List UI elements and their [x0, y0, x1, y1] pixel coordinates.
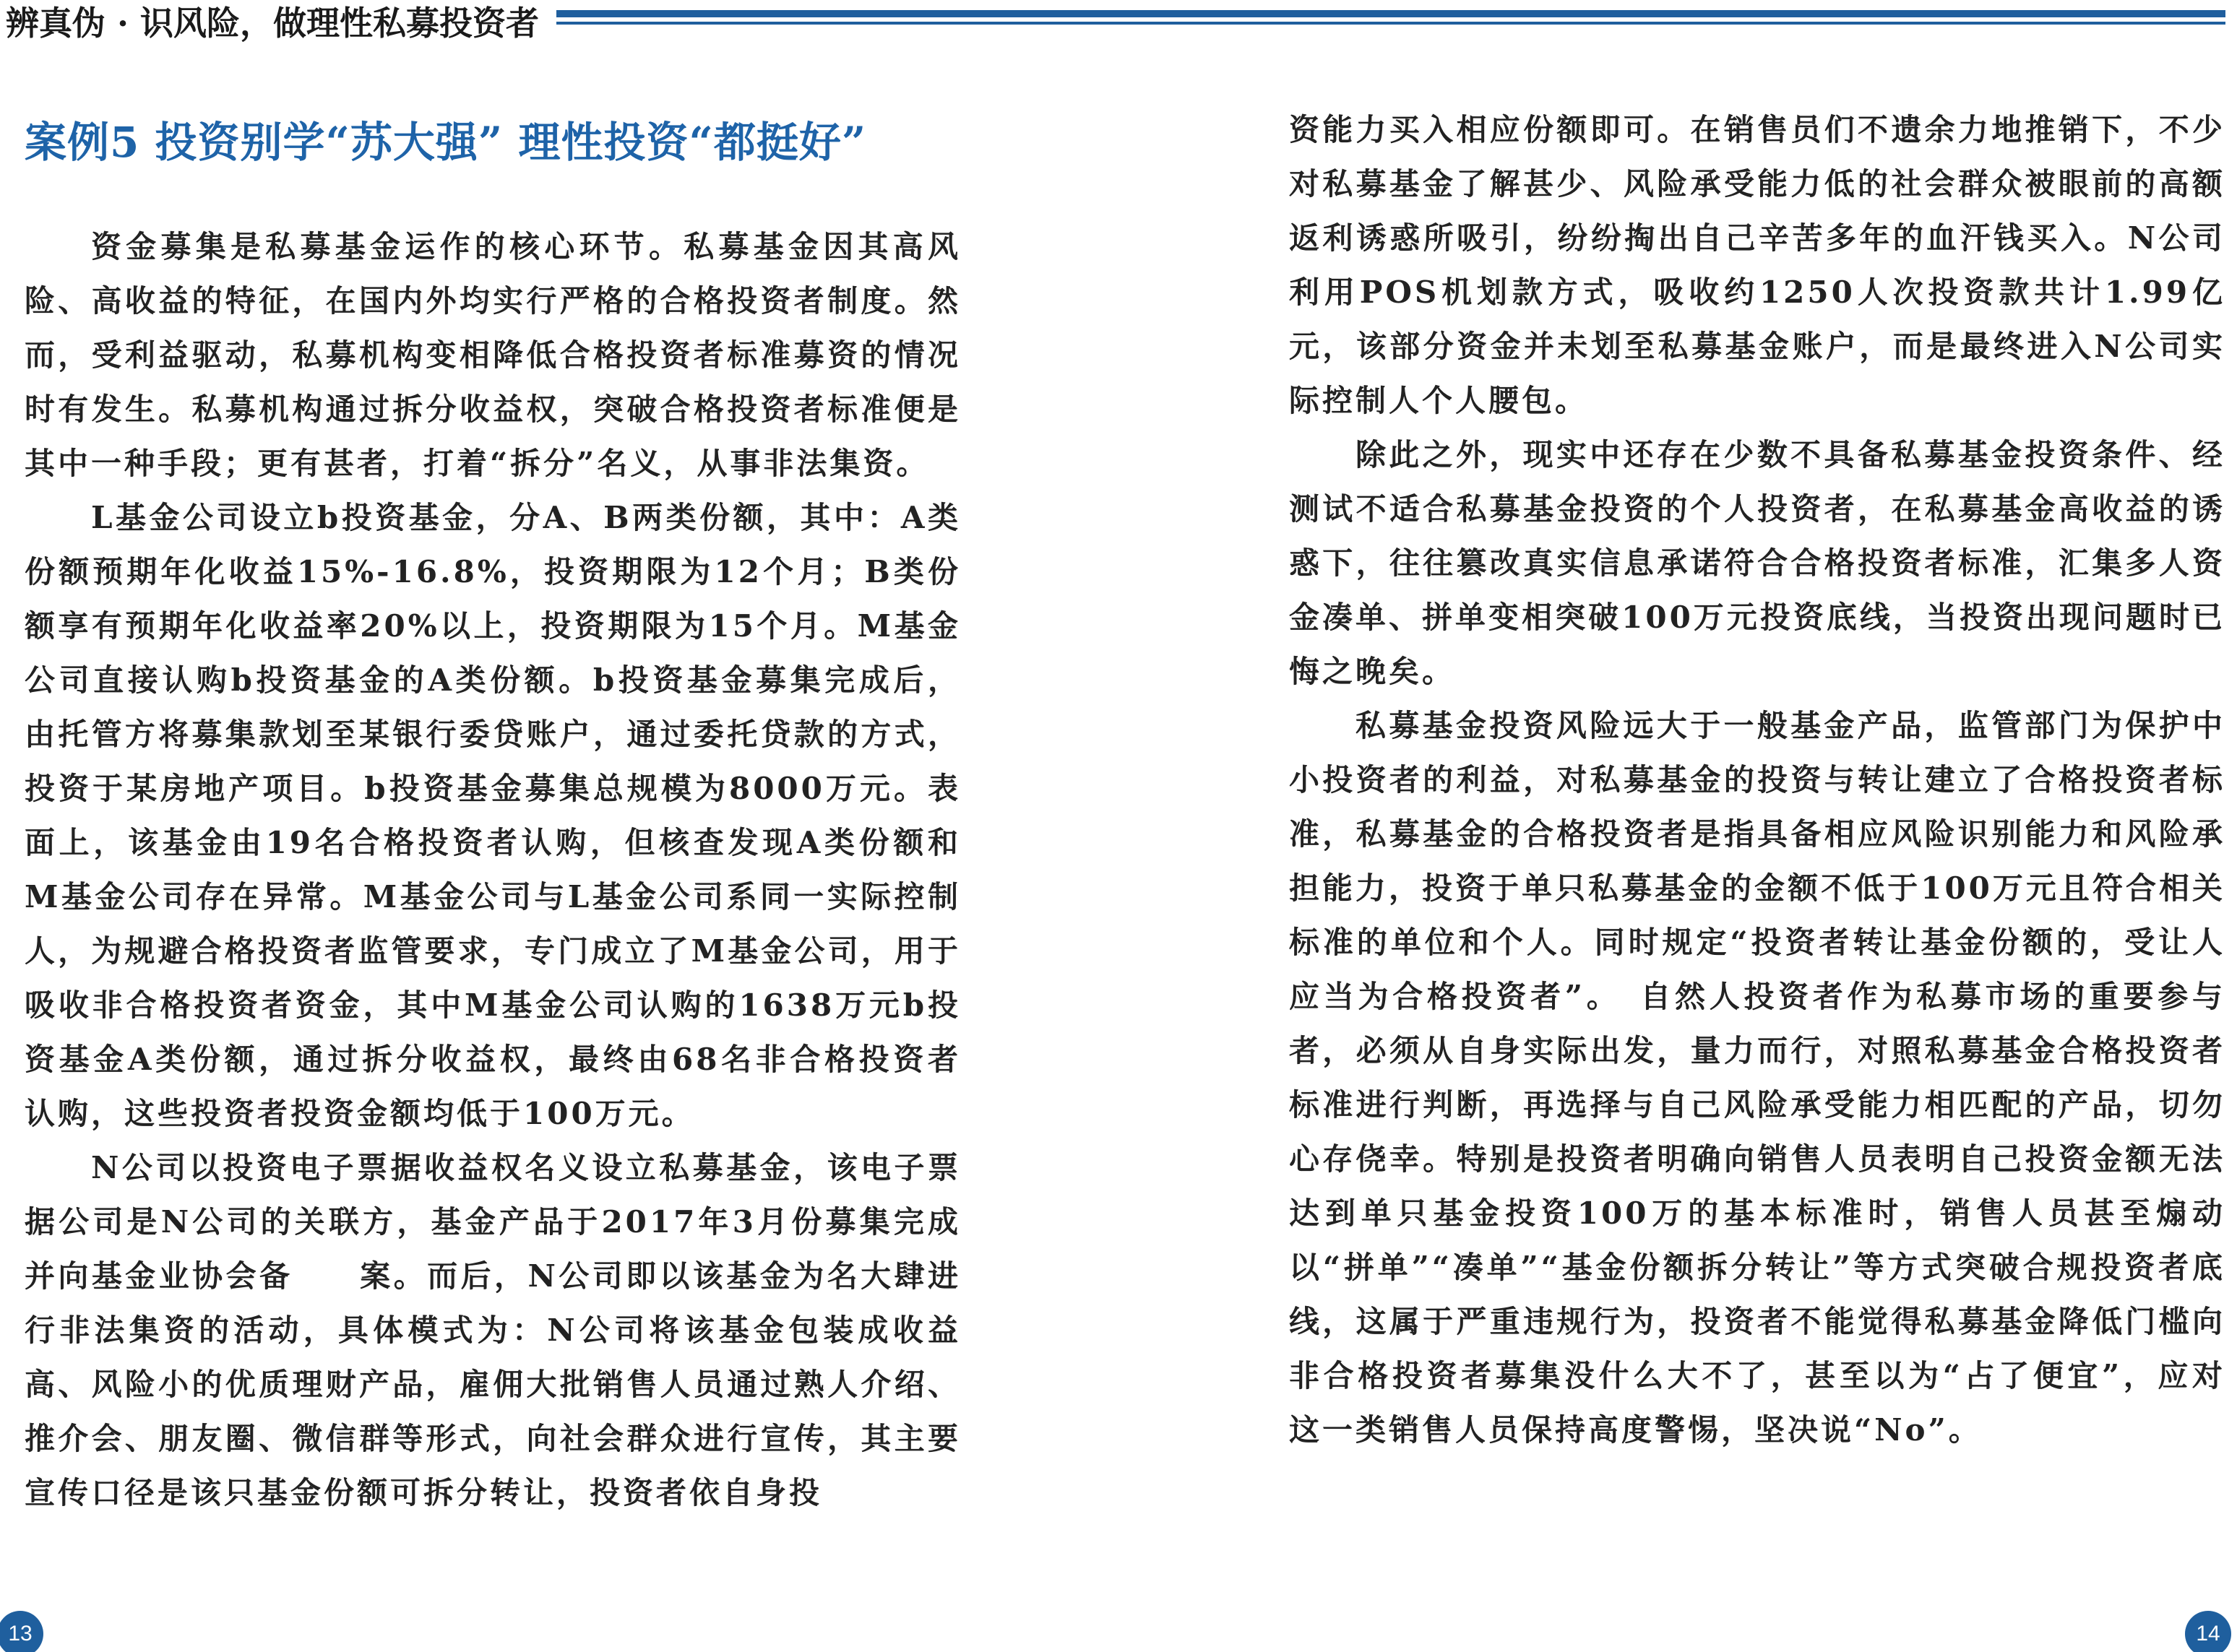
header-rule [556, 10, 2225, 17]
page-number-left: 13 [0, 1611, 43, 1652]
paragraph: 资金募集是私募基金运作的核心环节。私募基金因其高风险、高收益的特征，在国内外均实行严格的合格投资者制度。然而，受利益驱动，私募机构变相降低合格投资者标准募资的情况时有发生。私募机构通过拆分收益权，突破合格投资者标准便是其中一种手段；更有甚者，打着“拆分”名义，从事非法集资。 [25, 229, 961, 481]
paragraph: N公司以投资电子票据收益权名义设立私募基金，该电子票据公司是N公司的关联方，基金产品于2017年3月份募集完成并向基金业协会备 案。而后，N公司即以该基金为名大肆进行非法集资的活动，具体模式为：N公司将该基金包装成收益高、风险小的优质理财产品，雇佣大批销售人员通过熟人介绍、推介会、朋友圈、微信群等形式，向社会群众进行宣传，其主要宣传口径是该只基金份额可拆分转让，投资者依自身投 [25, 1150, 961, 1510]
paragraph: 资能力买入相应份额即可。在销售员们不遗余力地推销下，不少对私募基金了解甚少、风险承受能力低的社会群众被眼前的高额返利诱惑所吸引，纷纷掏出自己辛苦多年的血汗钱买入。N公司利用POS机划款方式，吸收约1250人次投资款共计1.99亿元，该部分资金并未划至私募基金账户，而是最终进入N公司实际控制人个人腰包。 [1289, 112, 2225, 418]
right-column [1289, 103, 2225, 1457]
paragraph: L基金公司设立b投资基金，分A、B两类份额，其中：A类份额预期年化收益15%-16.8%，投资期限为12个月；B类份额享有预期年化收益率20%以上，投资期限为15个月。M基金公司直接认购b投资基金的A类份额。b投资基金募集完成后，由托管方将募集款划至某银行委贷账户，通过委托贷款的方式，投资于某房地产项目。b投资基金募集总规模为8000万元。表面上，该基金由19名合格投资者认购，但核查发现A类份额和M基金公司存在异常。M基金公司与L基金公司系同一实际控制人，为规避合格投资者监管要求，专门成立了M基金公司，用于吸收非合格投资者资金，其中M基金公司认购的1638万元b投资基金A类份额，通过拆分收益权，最终由68名非合格投资者认购，这些投资者投资金额均低于100万元。 [25, 500, 961, 1131]
left-column [25, 220, 961, 1520]
header-title: 辨真伪 · 识风险，做理性私募投资者 [6, 4, 540, 43]
page-number-right: 14 [2185, 1611, 2231, 1652]
case-title: 案例5 投资别学“苏大强” 理性投资“都挺好” [25, 118, 867, 167]
paragraph: 除此之外，现实中还存在少数不具备私募基金投资条件、经测试不适合私募基金投资的个人投资者，在私募基金高收益的诱惑下，往往篡改真实信息承诺符合合格投资者标准，汇集多人资金凑单、拼单变相突破100万元投资底线，当投资出现问题时已悔之晚矣。 [1289, 437, 2225, 689]
header-rule-thin [556, 22, 2225, 25]
paragraph: 私募基金投资风险远大于一般基金产品，监管部门为保护中小投资者的利益，对私募基金的投资与转让建立了合格投资者标准，私募基金的合格投资者是指具备相应风险识别能力和风险承担能力，投资于单只私募基金的金额不低于100万元且符合相关标准的单位和个人。同时规定“投资者转让基金份额的，受让人应当为合格投资者”。 自然人投资者作为私募市场的重要参与者，必须从自身实际出发，量力而行，对照私募基金合格投资者标准进行判断，再选择与自己风险承受能力相匹配的产品，切勿心存侥幸。特别是投资者明确向销售人员表明自己投资金额无法达到单只基金投资100万的基本标准时，销售人员甚至煽动以“拼单”“凑单”“基金份额拆分转让”等方式突破合规投资者底线，这属于严重违规行为，投资者不能觉得私募基金降低门槛向非合格投资者募集没什么大不了，甚至以为“占了便宜”，应对这一类销售人员保持高度警惕，坚决说“No”。 [1289, 708, 2225, 1448]
